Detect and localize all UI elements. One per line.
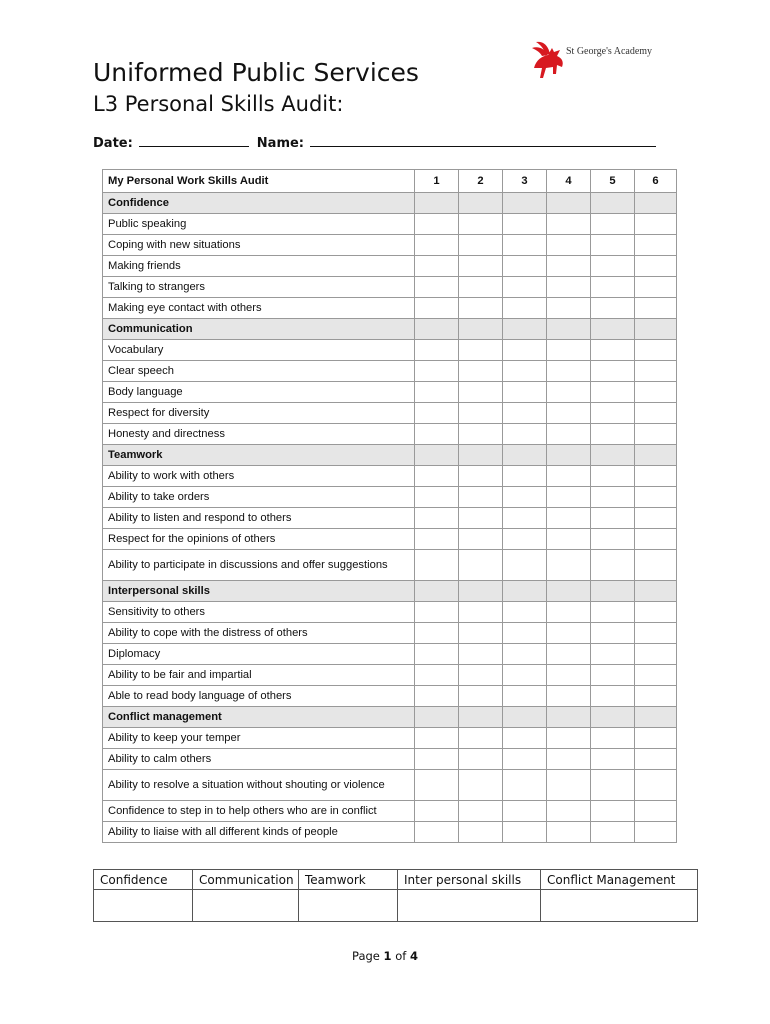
rating-cell-5[interactable] <box>591 235 635 256</box>
rating-cell-4[interactable] <box>547 686 591 707</box>
skill-label: Vocabulary <box>103 340 415 361</box>
section-cell <box>415 445 459 466</box>
section-cell <box>547 319 591 340</box>
skill-row <box>103 361 677 382</box>
section-cell <box>635 581 677 602</box>
page-word: Page <box>352 949 380 963</box>
section-cell <box>547 445 591 466</box>
rating-cell-3[interactable] <box>503 686 547 707</box>
rating-cell-1[interactable] <box>415 602 459 623</box>
rating-cell-5[interactable] <box>591 277 635 298</box>
section-cell <box>635 445 677 466</box>
rating-cell-1[interactable] <box>415 623 459 644</box>
section-cell <box>459 193 503 214</box>
rating-cell-1[interactable] <box>415 728 459 749</box>
academy-logo-icon <box>526 38 666 82</box>
section-row <box>103 581 677 602</box>
section-cell <box>459 581 503 602</box>
rating-cell-3[interactable] <box>503 665 547 686</box>
rating-cell-3[interactable] <box>503 623 547 644</box>
rating-cell-2[interactable] <box>459 770 503 801</box>
skill-label: Coping with new situations <box>103 235 415 256</box>
skill-label: Ability to calm others <box>103 749 415 770</box>
section-cell <box>635 319 677 340</box>
skill-row <box>103 277 677 298</box>
rating-cell-4[interactable] <box>547 822 591 843</box>
skill-label: Ability to cope with the distress of others <box>103 623 415 644</box>
rating-cell-6[interactable] <box>635 644 677 665</box>
rating-cell-4[interactable] <box>547 665 591 686</box>
skill-row <box>103 749 677 770</box>
date-field[interactable] <box>139 135 249 147</box>
rating-cell-5[interactable] <box>591 298 635 319</box>
name-field[interactable] <box>310 135 656 147</box>
rating-cell-3[interactable] <box>503 214 547 235</box>
rating-cell-3[interactable] <box>503 424 547 445</box>
rating-cell-1[interactable] <box>415 644 459 665</box>
section-cell <box>635 193 677 214</box>
skill-label: Sensitivity to others <box>103 602 415 623</box>
rating-cell-6[interactable] <box>635 770 677 801</box>
section-cell <box>591 319 635 340</box>
rating-cell-5[interactable] <box>591 686 635 707</box>
rating-cell-6[interactable] <box>635 214 677 235</box>
rating-cell-6[interactable] <box>635 550 677 581</box>
rating-cell-5[interactable] <box>591 487 635 508</box>
page-total: 4 <box>409 949 418 963</box>
academy-name: St George's Academy <box>566 46 653 57</box>
section-cell <box>459 319 503 340</box>
rating-cell-3[interactable] <box>503 298 547 319</box>
rating-cell-2[interactable] <box>459 529 503 550</box>
skill-label: Making eye contact with others <box>103 298 415 319</box>
rating-cell-2[interactable] <box>459 665 503 686</box>
skill-row <box>103 623 677 644</box>
audit-heading: My Personal Work Skills Audit <box>103 170 415 193</box>
rating-cell-5[interactable] <box>591 602 635 623</box>
skill-label: Ability to work with others <box>103 466 415 487</box>
rating-cell-3[interactable] <box>503 235 547 256</box>
section-row <box>103 707 677 728</box>
section-cell <box>547 193 591 214</box>
skill-label: Honesty and directness <box>103 424 415 445</box>
rating-cell-6[interactable] <box>635 235 677 256</box>
rating-cell-6[interactable] <box>635 665 677 686</box>
summary-col-communication: Communication <box>193 870 299 890</box>
rating-cell-3[interactable] <box>503 403 547 424</box>
rating-cell-3[interactable] <box>503 382 547 403</box>
section-row <box>103 193 677 214</box>
rating-cell-3[interactable] <box>503 340 547 361</box>
skill-label: Ability to listen and respond to others <box>103 508 415 529</box>
rating-cell-3[interactable] <box>503 728 547 749</box>
skill-label: Public speaking <box>103 214 415 235</box>
rating-cell-5[interactable] <box>591 382 635 403</box>
rating-cell-5[interactable] <box>591 214 635 235</box>
section-title: Interpersonal skills <box>103 581 415 602</box>
rating-cell-2[interactable] <box>459 340 503 361</box>
rating-cell-4[interactable] <box>547 214 591 235</box>
rating-cell-2[interactable] <box>459 749 503 770</box>
scale-2: 2 <box>459 170 503 193</box>
audit-body <box>103 193 677 843</box>
skill-row <box>103 382 677 403</box>
skill-row <box>103 403 677 424</box>
section-cell <box>415 581 459 602</box>
rating-cell-4[interactable] <box>547 487 591 508</box>
rating-cell-4[interactable] <box>547 728 591 749</box>
summary-cell[interactable] <box>193 890 299 922</box>
rating-cell-2[interactable] <box>459 403 503 424</box>
rating-cell-2[interactable] <box>459 644 503 665</box>
rating-cell-6[interactable] <box>635 340 677 361</box>
section-cell <box>415 319 459 340</box>
section-cell <box>503 581 547 602</box>
rating-cell-1[interactable] <box>415 770 459 801</box>
rating-cell-1[interactable] <box>415 822 459 843</box>
section-cell <box>459 707 503 728</box>
rating-cell-4[interactable] <box>547 235 591 256</box>
rating-cell-4[interactable] <box>547 749 591 770</box>
section-cell <box>503 319 547 340</box>
skill-label: Respect for the opinions of others <box>103 529 415 550</box>
skill-row <box>103 466 677 487</box>
rating-cell-1[interactable] <box>415 529 459 550</box>
rating-cell-3[interactable] <box>503 529 547 550</box>
section-cell <box>459 445 503 466</box>
rating-cell-2[interactable] <box>459 602 503 623</box>
rating-cell-4[interactable] <box>547 529 591 550</box>
summary-col-conflict: Conflict Management <box>541 870 698 890</box>
skill-label: Ability to keep your temper <box>103 728 415 749</box>
rating-cell-5[interactable] <box>591 644 635 665</box>
rating-cell-1[interactable] <box>415 749 459 770</box>
rating-cell-4[interactable] <box>547 508 591 529</box>
rating-cell-2[interactable] <box>459 235 503 256</box>
section-cell <box>503 707 547 728</box>
skill-label: Making friends <box>103 256 415 277</box>
rating-cell-2[interactable] <box>459 801 503 822</box>
rating-cell-4[interactable] <box>547 424 591 445</box>
rating-cell-1[interactable] <box>415 665 459 686</box>
rating-cell-2[interactable] <box>459 361 503 382</box>
skill-label: Confidence to step in to help others who are in conflict <box>103 801 415 822</box>
section-title: Confidence <box>103 193 415 214</box>
rating-cell-6[interactable] <box>635 361 677 382</box>
rating-cell-5[interactable] <box>591 801 635 822</box>
rating-cell-4[interactable] <box>547 277 591 298</box>
scale-5: 5 <box>591 170 635 193</box>
section-cell <box>503 193 547 214</box>
section-row <box>103 319 677 340</box>
rating-cell-6[interactable] <box>635 466 677 487</box>
rating-cell-3[interactable] <box>503 644 547 665</box>
rating-cell-5[interactable] <box>591 529 635 550</box>
rating-cell-6[interactable] <box>635 822 677 843</box>
page-subtitle: L3 Personal Skills Audit: <box>93 92 344 116</box>
rating-cell-6[interactable] <box>635 403 677 424</box>
skill-label: Able to read body language of others <box>103 686 415 707</box>
rating-cell-1[interactable] <box>415 487 459 508</box>
rating-cell-5[interactable] <box>591 665 635 686</box>
rating-cell-2[interactable] <box>459 623 503 644</box>
skills-audit-table <box>102 169 677 843</box>
rating-cell-3[interactable] <box>503 822 547 843</box>
rating-cell-6[interactable] <box>635 508 677 529</box>
date-label: Date: <box>93 136 133 151</box>
rating-cell-1[interactable] <box>415 235 459 256</box>
skill-row <box>103 256 677 277</box>
skill-label: Diplomacy <box>103 644 415 665</box>
skill-row <box>103 529 677 550</box>
rating-cell-2[interactable] <box>459 277 503 298</box>
skill-label: Ability to be fair and impartial <box>103 665 415 686</box>
rating-cell-4[interactable] <box>547 644 591 665</box>
rating-cell-4[interactable] <box>547 550 591 581</box>
skill-row <box>103 665 677 686</box>
summary-header-row <box>94 870 698 890</box>
rating-cell-3[interactable] <box>503 749 547 770</box>
rating-cell-3[interactable] <box>503 256 547 277</box>
section-cell <box>591 707 635 728</box>
skill-row <box>103 602 677 623</box>
section-title: Conflict management <box>103 707 415 728</box>
rating-cell-1[interactable] <box>415 508 459 529</box>
skill-row <box>103 686 677 707</box>
rating-cell-5[interactable] <box>591 749 635 770</box>
rating-cell-1[interactable] <box>415 466 459 487</box>
summary-col-confidence: Confidence <box>94 870 193 890</box>
skill-row <box>103 424 677 445</box>
rating-cell-3[interactable] <box>503 770 547 801</box>
rating-cell-2[interactable] <box>459 466 503 487</box>
rating-cell-1[interactable] <box>415 424 459 445</box>
rating-cell-1[interactable] <box>415 256 459 277</box>
page-title: Uniformed Public Services <box>93 58 419 87</box>
rating-cell-6[interactable] <box>635 277 677 298</box>
rating-cell-6[interactable] <box>635 728 677 749</box>
rating-cell-3[interactable] <box>503 277 547 298</box>
skill-label: Talking to strangers <box>103 277 415 298</box>
section-row <box>103 445 677 466</box>
section-title: Teamwork <box>103 445 415 466</box>
section-cell <box>547 707 591 728</box>
rating-cell-3[interactable] <box>503 550 547 581</box>
rating-cell-5[interactable] <box>591 340 635 361</box>
rating-cell-3[interactable] <box>503 508 547 529</box>
rating-cell-1[interactable] <box>415 382 459 403</box>
rating-cell-5[interactable] <box>591 728 635 749</box>
rating-cell-6[interactable] <box>635 801 677 822</box>
rating-cell-6[interactable] <box>635 529 677 550</box>
rating-cell-6[interactable] <box>635 686 677 707</box>
section-cell <box>503 445 547 466</box>
skill-row <box>103 214 677 235</box>
section-cell <box>547 581 591 602</box>
summary-col-teamwork: Teamwork <box>299 870 398 890</box>
rating-cell-6[interactable] <box>635 424 677 445</box>
summary-entry-row <box>94 890 698 922</box>
skill-label: Ability to liaise with all different kinds of people <box>103 822 415 843</box>
skill-row <box>103 801 677 822</box>
rating-cell-4[interactable] <box>547 466 591 487</box>
skill-label: Body language <box>103 382 415 403</box>
rating-cell-1[interactable] <box>415 550 459 581</box>
section-cell <box>591 445 635 466</box>
summary-cell[interactable] <box>398 890 541 922</box>
rating-cell-4[interactable] <box>547 801 591 822</box>
summary-cell[interactable] <box>94 890 193 922</box>
section-cell <box>591 581 635 602</box>
rating-cell-2[interactable] <box>459 822 503 843</box>
rating-cell-4[interactable] <box>547 403 591 424</box>
rating-cell-4[interactable] <box>547 340 591 361</box>
skill-row <box>103 770 677 801</box>
skill-row <box>103 298 677 319</box>
rating-cell-1[interactable] <box>415 361 459 382</box>
rating-cell-5[interactable] <box>591 550 635 581</box>
rating-cell-4[interactable] <box>547 361 591 382</box>
audit-header-row <box>103 170 677 193</box>
rating-cell-2[interactable] <box>459 382 503 403</box>
rating-cell-2[interactable] <box>459 424 503 445</box>
rating-cell-6[interactable] <box>635 298 677 319</box>
rating-cell-1[interactable] <box>415 801 459 822</box>
rating-cell-4[interactable] <box>547 623 591 644</box>
rating-cell-3[interactable] <box>503 487 547 508</box>
scale-6: 6 <box>635 170 677 193</box>
page-number <box>0 949 770 963</box>
scale-4: 4 <box>547 170 591 193</box>
rating-cell-2[interactable] <box>459 728 503 749</box>
rating-cell-4[interactable] <box>547 298 591 319</box>
name-label: Name: <box>256 136 305 151</box>
skill-row <box>103 235 677 256</box>
rating-cell-6[interactable] <box>635 382 677 403</box>
scale-1: 1 <box>415 170 459 193</box>
summary-cell[interactable] <box>541 890 698 922</box>
rating-cell-2[interactable] <box>459 686 503 707</box>
summary-table <box>93 869 698 922</box>
rating-cell-2[interactable] <box>459 298 503 319</box>
rating-cell-6[interactable] <box>635 623 677 644</box>
skill-row <box>103 487 677 508</box>
date-name-line <box>93 135 656 151</box>
rating-cell-2[interactable] <box>459 487 503 508</box>
section-title: Communication <box>103 319 415 340</box>
rating-cell-5[interactable] <box>591 424 635 445</box>
rating-cell-3[interactable] <box>503 602 547 623</box>
rating-cell-6[interactable] <box>635 256 677 277</box>
rating-cell-1[interactable] <box>415 298 459 319</box>
rating-cell-2[interactable] <box>459 256 503 277</box>
rating-cell-3[interactable] <box>503 361 547 382</box>
scale-3: 3 <box>503 170 547 193</box>
rating-cell-5[interactable] <box>591 508 635 529</box>
section-cell <box>635 707 677 728</box>
rating-cell-5[interactable] <box>591 623 635 644</box>
rating-cell-5[interactable] <box>591 361 635 382</box>
rating-cell-5[interactable] <box>591 256 635 277</box>
rating-cell-4[interactable] <box>547 382 591 403</box>
rating-cell-1[interactable] <box>415 214 459 235</box>
summary-col-interpersonal: Inter personal skills <box>398 870 541 890</box>
rating-cell-5[interactable] <box>591 403 635 424</box>
section-cell <box>415 193 459 214</box>
rating-cell-4[interactable] <box>547 770 591 801</box>
summary-cell[interactable] <box>299 890 398 922</box>
rating-cell-2[interactable] <box>459 550 503 581</box>
section-cell <box>415 707 459 728</box>
rating-cell-4[interactable] <box>547 256 591 277</box>
rating-cell-5[interactable] <box>591 466 635 487</box>
skill-row <box>103 550 677 581</box>
section-cell <box>591 193 635 214</box>
skill-row <box>103 508 677 529</box>
skill-label: Ability to take orders <box>103 487 415 508</box>
rating-cell-2[interactable] <box>459 508 503 529</box>
rating-cell-5[interactable] <box>591 770 635 801</box>
skill-row <box>103 644 677 665</box>
skill-row <box>103 728 677 749</box>
page-current: 1 <box>383 949 392 963</box>
rating-cell-2[interactable] <box>459 214 503 235</box>
skill-label: Respect for diversity <box>103 403 415 424</box>
rating-cell-6[interactable] <box>635 602 677 623</box>
rating-cell-1[interactable] <box>415 277 459 298</box>
skill-label: Ability to resolve a situation without shouting or violence <box>103 770 415 801</box>
rating-cell-1[interactable] <box>415 403 459 424</box>
page-of: of <box>395 949 407 963</box>
rating-cell-5[interactable] <box>591 822 635 843</box>
rating-cell-4[interactable] <box>547 602 591 623</box>
skill-label: Ability to participate in discussions and offer suggestions <box>103 550 415 581</box>
rating-cell-6[interactable] <box>635 749 677 770</box>
skill-row <box>103 822 677 843</box>
skill-row <box>103 340 677 361</box>
rating-cell-1[interactable] <box>415 340 459 361</box>
rating-cell-1[interactable] <box>415 686 459 707</box>
rating-cell-3[interactable] <box>503 466 547 487</box>
rating-cell-3[interactable] <box>503 801 547 822</box>
skill-label: Clear speech <box>103 361 415 382</box>
rating-cell-6[interactable] <box>635 487 677 508</box>
